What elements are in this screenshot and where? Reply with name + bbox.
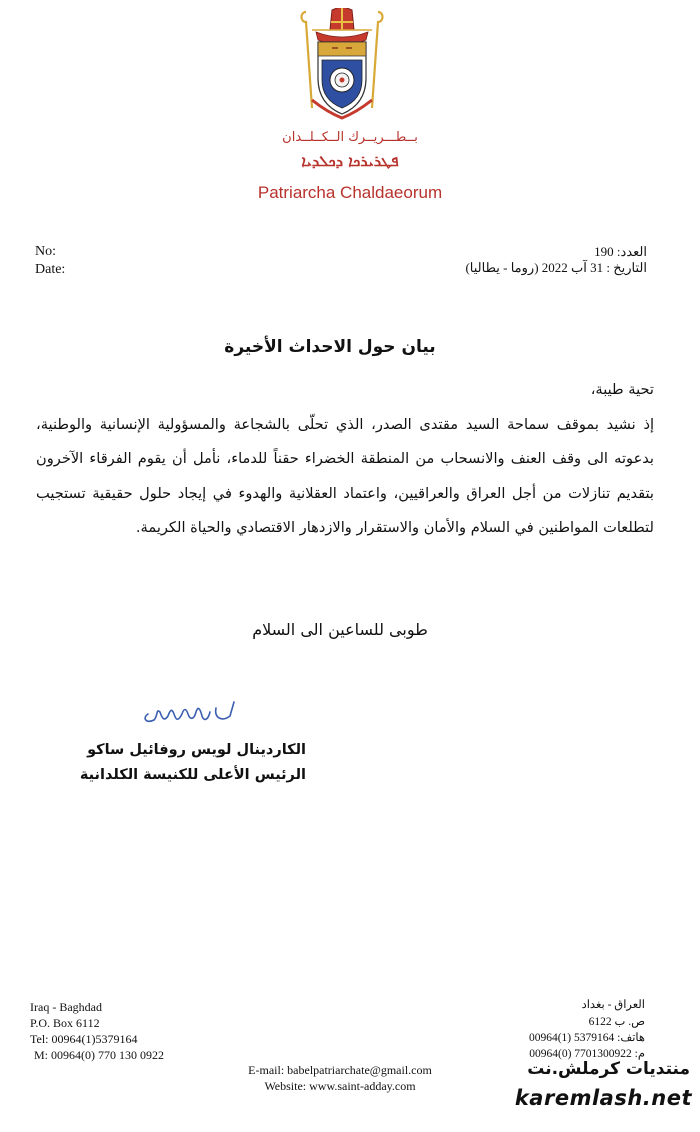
document-date-arabic: التاريخ : 31 آب 2022 (روما - يطاليا): [465, 260, 647, 275]
footer-mobile-arabic: م: 7701300922 (0)00964: [529, 1048, 645, 1060]
watermark-text: karemlash.net: [514, 1086, 692, 1110]
footer-po-box-arabic: ص. ب 6122: [588, 1016, 645, 1028]
watermark-arabic: منتديات كرملش.نت: [527, 1059, 690, 1079]
greeting: تحية طيبة،: [590, 381, 654, 398]
patriarch-arabic-name: بــطـــريــرك الــكــلــدان: [282, 130, 418, 145]
footer-address-city: Iraq - Baghdad: [30, 1000, 102, 1014]
signatory-name: الكاردينال لويس روفائيل ساكو: [87, 742, 306, 758]
statement-title: بيان حول الاحداث الأخيرة: [224, 337, 436, 357]
footer-email: E-mail: babelpatriarchate@gmail.com: [248, 1063, 432, 1077]
document-number-arabic: العدد: 190: [594, 244, 647, 259]
patriarch-syriac-name: ܦܛܪܝܪܟܐ ܕܟܠܕܝܐ: [301, 152, 399, 170]
signatory-title: الرئيس الأعلى للكنيسة الكلدانية: [79, 767, 306, 783]
closing-line: طوبى للساعين الى السلام: [252, 620, 428, 639]
footer-po-box: P.O. Box 6112: [30, 1016, 100, 1030]
coat-of-arms-emblem: [292, 8, 392, 120]
footer-address-city-arabic: العراق - بغداد: [581, 999, 645, 1011]
number-label: No:: [35, 244, 56, 259]
footer-telephone-arabic: هاتف: 5379164 (1)00964: [528, 1032, 645, 1044]
body-paragraph: إذ نشيد بموقف سماحة السيد مقتدى الصدر، الذي تحلّى بالشجاعة والمسؤولية الإنسانية والوطنية، بدعوته الى وقف العنف والانسحاب من المنطقة الخضراء حقناً للدماء، نأمل أن يقوم الفرقاء الآخرون بتقديم تنازلات من أجل العراق والعراقيين، واعتماد العقلانية والهدوء في إيجاد حلول حقيقية تستجيب لتطلعات المواطنين في السلام والأمان والاستقرار والازدهار الاقتصادي والحياة الكريمة.: [36, 415, 654, 536]
footer-website: Website: www.saint-adday.com: [264, 1079, 416, 1093]
statement-body: [36, 373, 654, 546]
patriarch-latin-name: Patriarcha Chaldaeorum: [257, 183, 443, 202]
handwritten-signature: [138, 694, 248, 730]
footer-mobile: M: 00964(0) 770 130 0922: [34, 1048, 164, 1062]
footer-telephone: Tel: 00964(1)5379164: [30, 1032, 138, 1046]
date-label: Date:: [35, 262, 66, 277]
